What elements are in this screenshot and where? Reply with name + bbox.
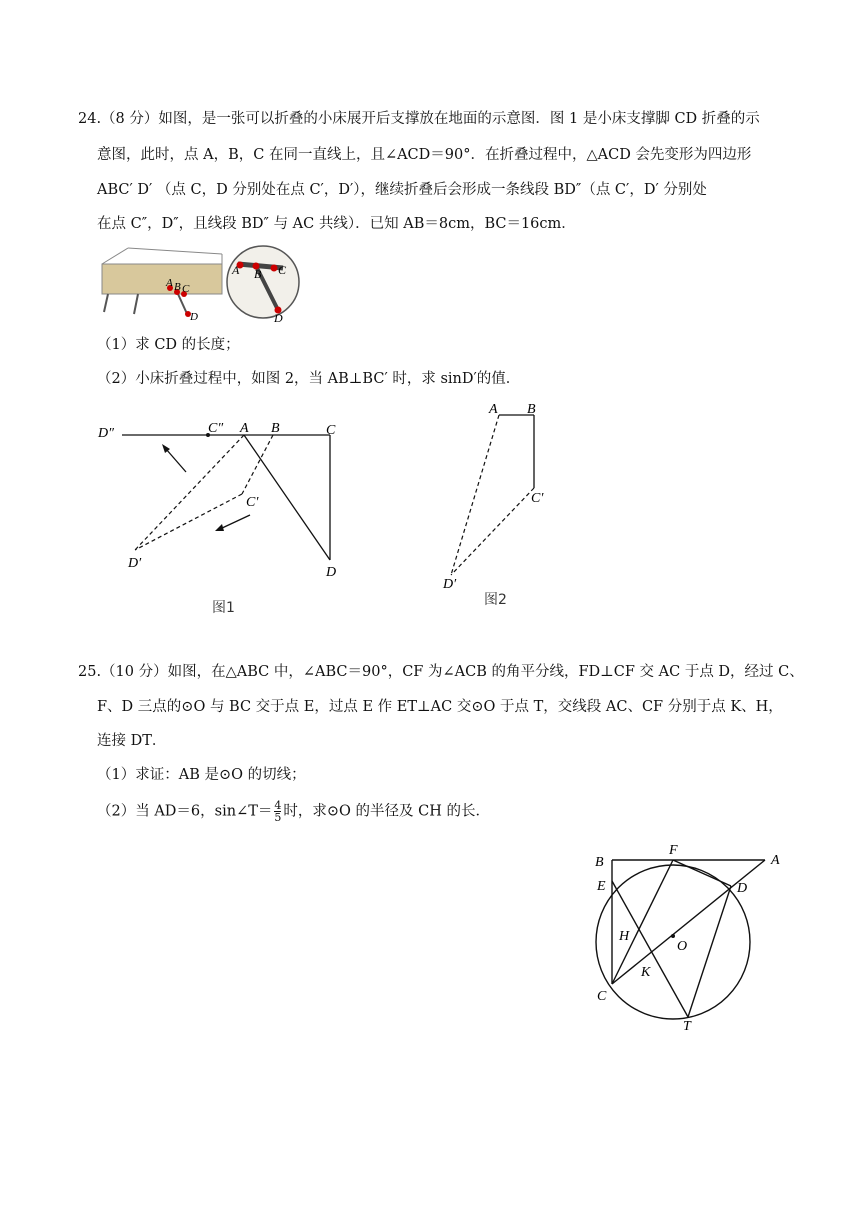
- q25-label-t: T: [683, 1019, 691, 1034]
- q25-line-3: 连接 DT．: [97, 733, 167, 749]
- fig2-label-d-prime: D′: [443, 577, 457, 592]
- fraction-denominator: 5: [274, 811, 282, 824]
- fig1-label-b: B: [271, 421, 280, 436]
- fig2-label-c-prime: C′: [531, 491, 544, 506]
- fig1-label-d-prime: D′: [128, 556, 142, 571]
- q25-part-2-lead: （2）当 AD＝6，sin∠T＝: [97, 803, 273, 820]
- q25-part-2-tail: 时，求⊙O 的半径及 CH 的长．: [283, 803, 491, 820]
- q25-label-b: B: [595, 855, 604, 870]
- fig1-label-d-double-prime: D″: [98, 426, 114, 441]
- photo-label-c: C: [182, 283, 190, 295]
- fig1-label-c-double-prime: C″: [208, 421, 224, 436]
- q24-line-3: ABC′ D′ （点 C，D 分别处在点 C′，D′），继续折叠后会形成一条线段 BD″（点 C′，D′ 分别处: [97, 182, 707, 198]
- figure-2: [435, 398, 565, 593]
- fig1-label-c-prime: C′: [246, 495, 259, 510]
- photo-label-b: B: [174, 281, 181, 293]
- photo-zoom-label-d: D: [274, 311, 283, 324]
- fig1-label-a: A: [240, 421, 249, 436]
- q25-label-c: C: [597, 989, 607, 1004]
- photo-zoom-label-a: A: [232, 263, 240, 277]
- q24-line-2: 意图，此时，点 A，B，C 在同一直线上，且∠ACD＝90°．在折叠过程中，△ACD 会先变形为四边形: [97, 147, 752, 163]
- fig2-label-b: B: [527, 402, 536, 417]
- photo-zoom-label-c: C: [278, 263, 287, 277]
- q24-part-2: （2）小床折叠过程中，如图 2，当 AB⊥BC′ 时，求 sinD′的值．: [97, 371, 521, 387]
- photo-label-d: D: [190, 311, 198, 323]
- q25-label-h: H: [619, 929, 630, 944]
- figure-1: [90, 412, 360, 587]
- q25-label-k: K: [641, 965, 651, 980]
- q24-part-1: （1）求 CD 的长度；: [97, 337, 240, 353]
- q25-line-2: F、D 三点的⊙O 与 BC 交于点 E，过点 E 作 ET⊥AC 交⊙O 于点 T，交线段 AC、CF 分别于点 K、H，: [97, 699, 783, 715]
- photo-label-a: A: [166, 277, 173, 289]
- q25-label-e: E: [597, 879, 606, 894]
- fig2-caption: 图2: [484, 592, 507, 608]
- q25-part-1: （1）求证：AB 是⊙O 的切线；: [97, 767, 306, 783]
- fig2-label-a: A: [489, 402, 498, 417]
- q25-label-o: O: [677, 939, 688, 954]
- fraction-numerator: 4: [274, 799, 282, 812]
- q25-circle-figure: [585, 840, 790, 1035]
- q25-label-a: A: [771, 853, 780, 868]
- fig1-caption: 图1: [212, 600, 235, 616]
- fig1-label-d: D: [326, 565, 337, 580]
- q25-line-1: 25.（10 分）如图，在△ABC 中，∠ABC＝90°，CF 为∠ACB 的角平分线，FD⊥CF 交 AC 于点 D，经过 C、: [78, 664, 804, 680]
- q24-line-4: 在点 C″，D″，且线段 BD″ 与 AC 共线）．已知 AB＝8cm，BC＝16cm．: [97, 216, 576, 232]
- q25-part-2: [97, 800, 490, 823]
- q25-label-f: F: [669, 843, 678, 858]
- photo-zoom-label-b: B: [254, 267, 262, 281]
- bed-photo: [98, 244, 308, 324]
- fraction-four-fifths: [274, 800, 281, 823]
- q24-line-1: 24.（8 分）如图，是一张可以折叠的小床展开后支撑放在地面的示意图．图 1 是小床支撑脚 CD 折叠的示: [78, 111, 760, 127]
- fig1-label-c: C: [326, 423, 336, 438]
- q25-label-d: D: [737, 881, 748, 896]
